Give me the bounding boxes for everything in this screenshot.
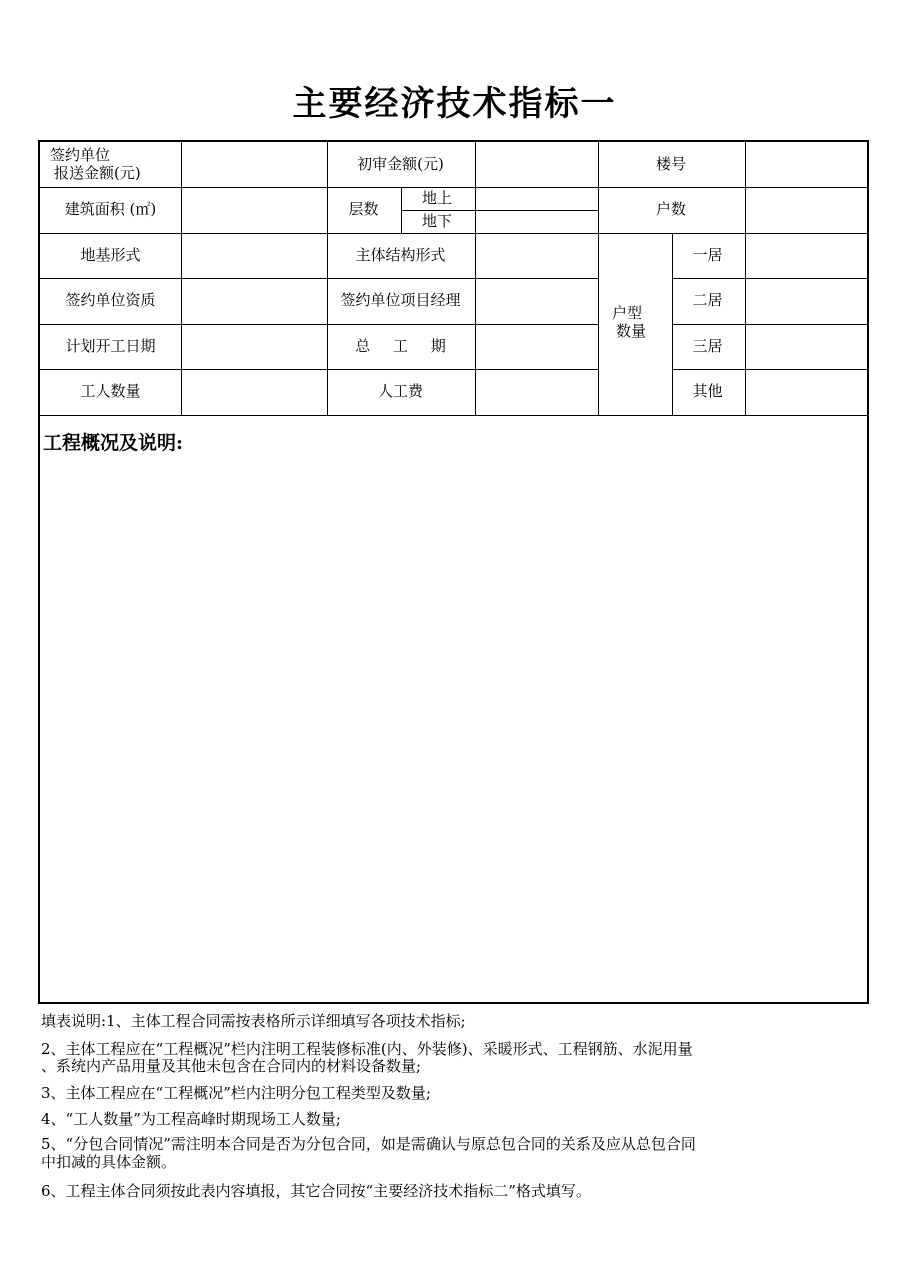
note-line-2: 2、主体工程应在“工程概况”栏内注明工程装修标准(内、外装修)、采暖形式、工程钢筋、水泥用量 <box>41 1040 693 1058</box>
worker-count-label: 工人数量 <box>80 381 141 400</box>
main-structure-type-label: 主体结构形式 <box>355 245 446 264</box>
contractor-project-manager-label: 签约单位项目经理 <box>340 290 461 309</box>
note-line-8: 6、工程主体合同须按此表内容填报，其它合同按“主要经济技术指标二”格式填写。 <box>41 1182 591 1200</box>
foundation-type-label: 地基形式 <box>80 245 141 264</box>
building-area-label: 建筑面积 (㎡) <box>64 200 157 218</box>
unit-type-label-line2: 数量 <box>616 322 647 340</box>
note-line-6: 5、“分包合同情况”需注明本合同是否为分包合同，如是需确认与原总包合同的关系及应从总包合同 <box>41 1135 696 1153</box>
contract-amount-label-line2: 报送金额(元) <box>54 164 141 182</box>
unit-type-label-line1: 户型 <box>612 304 643 322</box>
one-room-label: 一居 <box>692 245 723 264</box>
contract-amount-label-line1: 签约单位 <box>50 146 111 164</box>
floors-label: 层数 <box>348 200 379 218</box>
note-line-3: 、系统内产品用量及其他未包含在合同内的材料设备数量; <box>41 1057 422 1075</box>
note-line-5: 4、“工人数量”为工程高峰时期现场工人数量; <box>41 1110 341 1128</box>
households-label: 户数 <box>655 200 686 218</box>
total-duration-label: 总 工 期 <box>355 336 446 355</box>
note-line-4: 3、主体工程应在“工程概况”栏内注明分包工程类型及数量; <box>41 1084 431 1102</box>
three-room-label: 三居 <box>692 336 723 355</box>
labor-cost-label: 人工费 <box>377 381 423 400</box>
contractor-qualification-label: 签约单位资质 <box>65 290 156 309</box>
initial-review-amount-label: 初审金额(元) <box>357 154 444 173</box>
note-line-1: 填表说明:1、主体工程合同需按表格所示详细填写各项技术指标; <box>41 1012 466 1030</box>
building-number-label: 楼号 <box>655 154 686 173</box>
page-title: 主要经济技术指标一 <box>292 84 617 124</box>
project-overview-heading: 工程概况及说明: <box>43 432 184 454</box>
planned-start-date-label: 计划开工日期 <box>65 336 156 355</box>
note-line-7: 中扣减的具体金额。 <box>41 1153 177 1171</box>
above-ground-label: 地上 <box>421 188 452 207</box>
below-ground-label: 地下 <box>421 211 452 230</box>
two-room-label: 二居 <box>692 290 723 309</box>
other-label: 其他 <box>692 381 723 400</box>
